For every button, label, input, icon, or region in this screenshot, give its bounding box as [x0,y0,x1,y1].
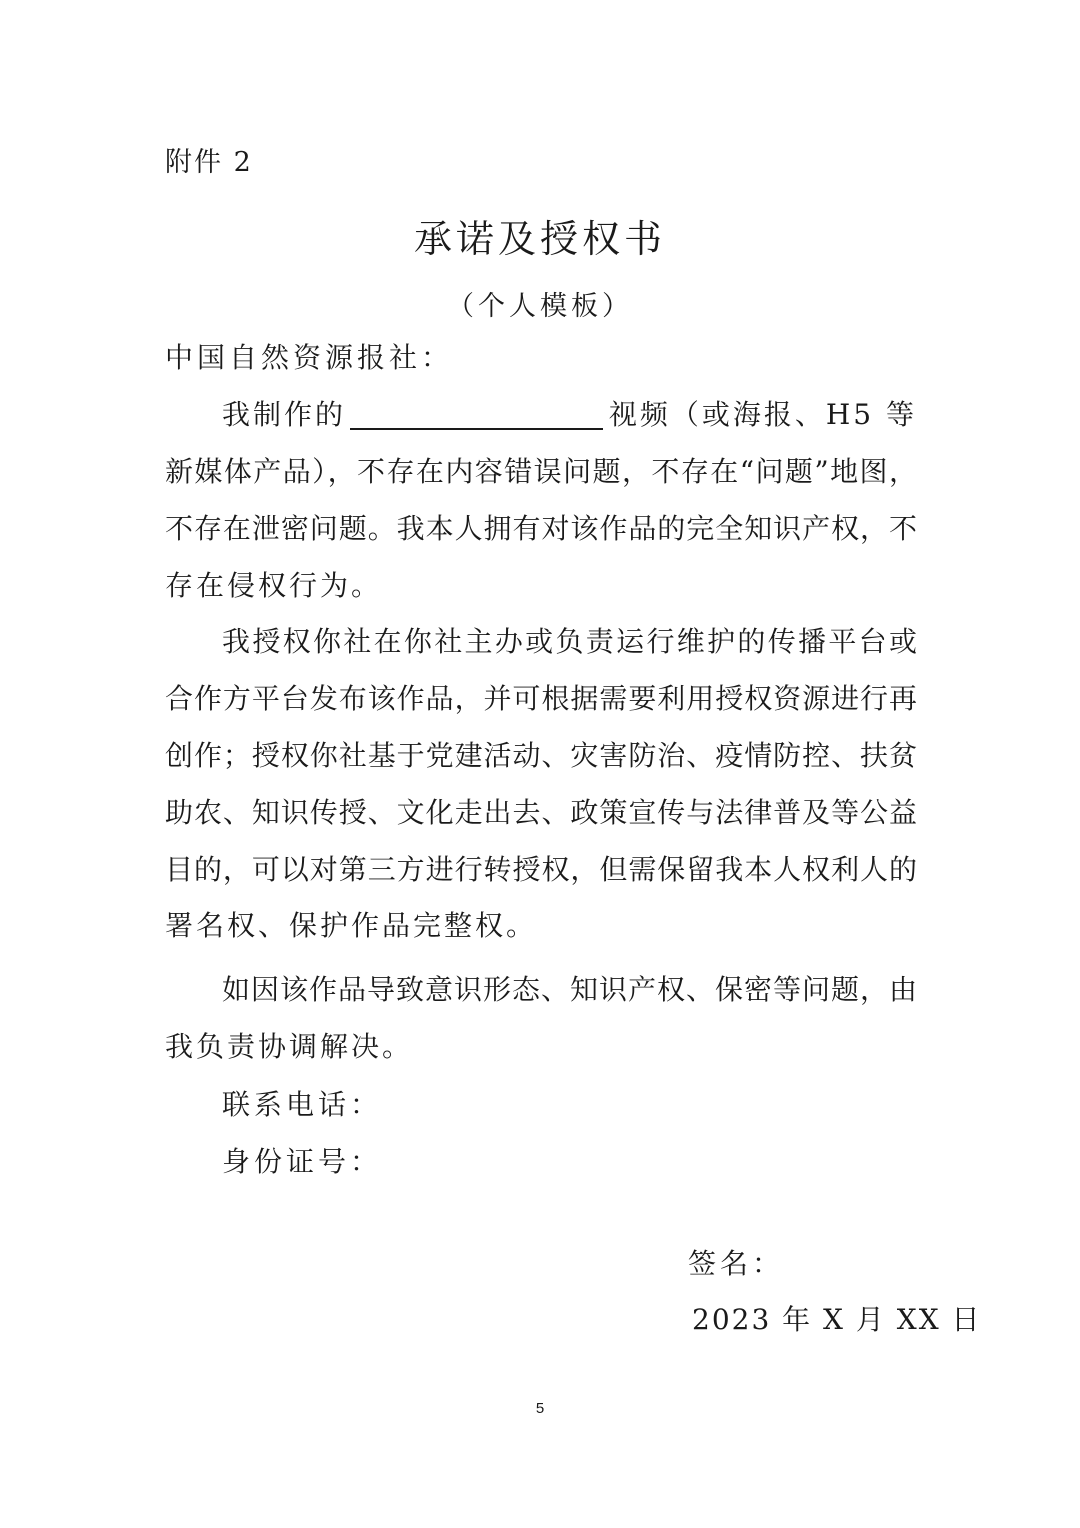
paragraph-3-line: 我负责协调解决。 [165,1030,414,1063]
paragraph-2-line: 目的，可以对第三方进行转授权，但需保留我本人权利人的 [165,853,917,886]
work-title-blank[interactable] [350,400,603,430]
signature-date: 2023 年 X 月 XX 日 [692,1303,982,1336]
document-title: 承诺及授权书 [413,217,666,261]
paragraph-1-line: 不存在泄密问题。我本人拥有对该作品的完全知识产权，不 [165,512,917,545]
paragraph-1-prefix: 我制作的 [222,398,347,431]
contact-phone-label: 联系电话： [222,1088,383,1121]
paragraph-3-line: 如因该作品导致意识形态、知识产权、保密等问题，由 [222,973,917,1006]
paragraph-2-line: 合作方平台发布该作品，并可根据需要利用授权资源进行再 [165,682,917,715]
id-number-label: 身份证号： [222,1145,383,1178]
salutation: 中国自然资源报社： [165,341,454,374]
paragraph-1-line: 新媒体产品），不存在内容错误问题，不存在“问题”地图， [165,455,917,488]
signature-label: 签名： [688,1247,785,1280]
paragraph-2-line: 创作；授权你社基于党建活动、灾害防治、疫情防控、扶贫 [165,739,917,772]
page-number: 5 [535,1400,545,1417]
paragraph-2-line: 助农、知识传授、文化走出去、政策宣传与法律普及等公益 [165,796,917,829]
paragraph-1-line: 存在侵权行为。 [165,569,383,602]
paragraph-2-line: 署名权、保护作品完整权。 [165,909,538,942]
paragraph-2-line: 我授权你社在你社主办或负责运行维护的传播平台或 [222,625,917,658]
paragraph-1-suffix: 视频（或海报、H5 等 [608,398,917,431]
paragraph-1-first-line [222,395,917,435]
document-subtitle: （个人模板） [447,291,633,322]
attachment-label: 附件 2 [165,147,253,178]
